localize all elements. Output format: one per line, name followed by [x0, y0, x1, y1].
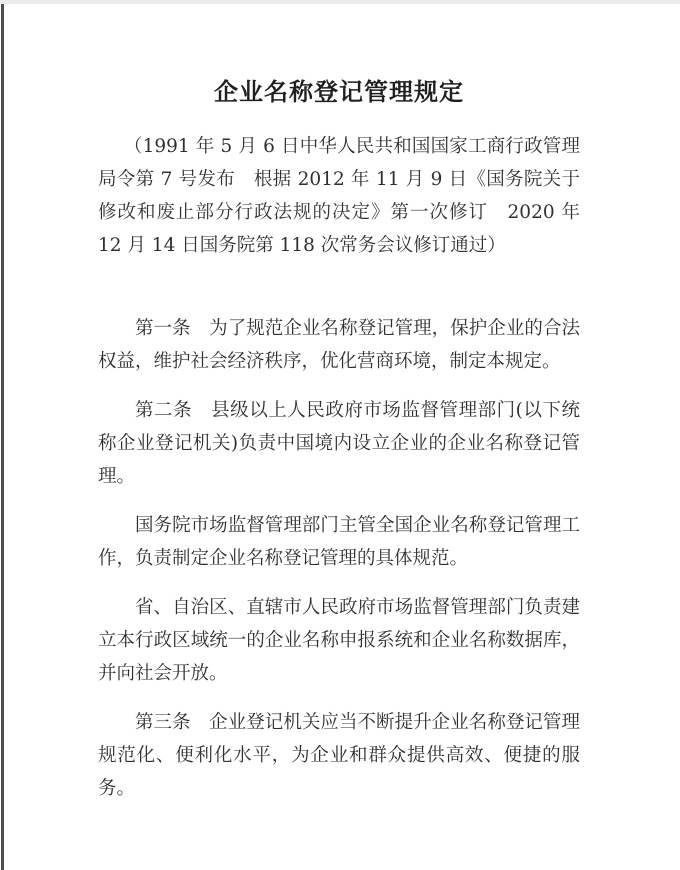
document-title: 企业名称登记管理规定: [214, 77, 464, 106]
document-body: [98, 312, 580, 805]
body-paragraph-article-2: 第二条 县级以上人民政府市场监督管理部门(以下统称企业登记机关)负责中国境内设立企业的企业名称登记管理。: [98, 400, 580, 487]
body-paragraph-article-2-clause-2: 国务院市场监督管理部门主管全国企业名称登记管理工作，负责制定企业名称登记管理的具体规范。: [98, 515, 580, 569]
document-preamble: （1991 年 5 月 6 日中华人民共和国国家工商行政管理局令第 7 号发布 根据 2012 年 11 月 9 日《国务院关于修改和废止部分行政法规的决定》第一次修订 2020 年 12 月 14 日国务院第 118 次常务会议修订通过）: [98, 136, 580, 256]
body-paragraph-article-3: 第三条 企业登记机关应当不断提升企业名称登记管理规范化、便利化水平，为企业和群众提供高效、便捷的服务。: [98, 712, 580, 799]
body-paragraph-article-2-clause-3: 省、自治区、直辖市人民政府市场监督管理部门负责建立本行政区域统一的企业名称申报系统和企业名称数据库，并向社会开放。: [98, 597, 580, 684]
body-paragraph-article-1: 第一条 为了规范企业名称登记管理，保护企业的合法权益，维护社会经济秩序，优化营商环境，制定本规定。: [98, 318, 580, 372]
